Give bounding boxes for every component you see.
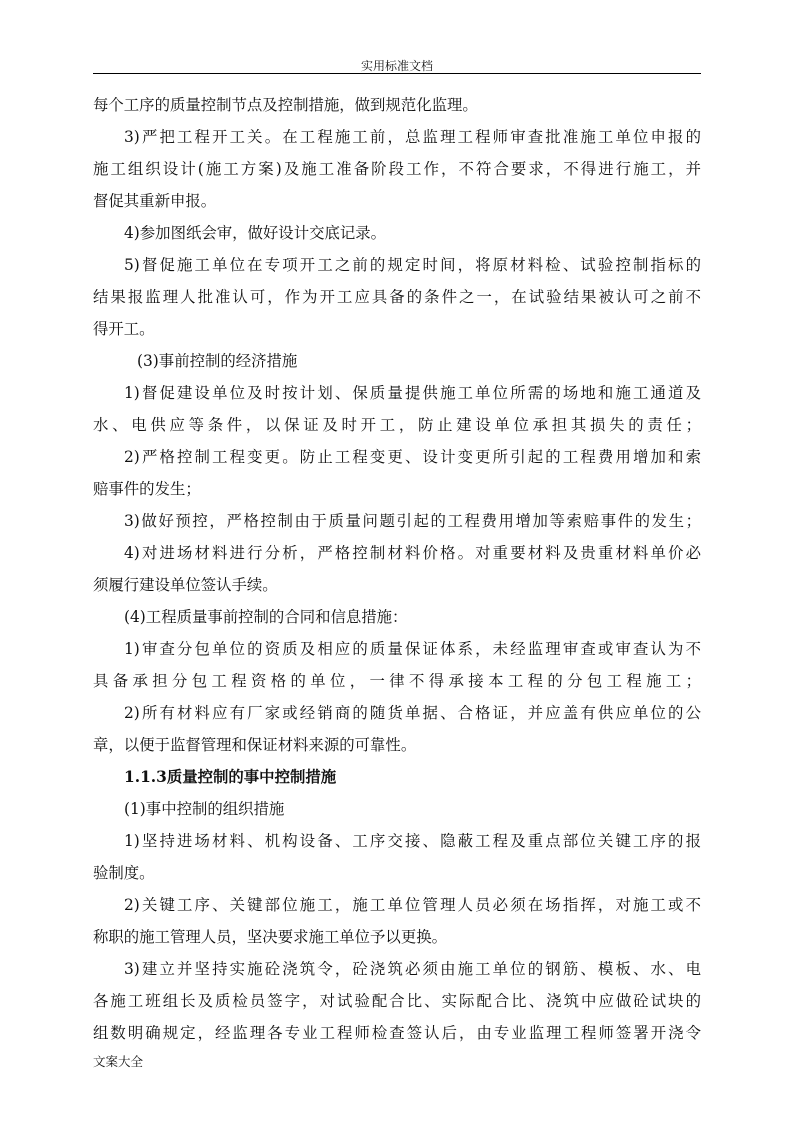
text-line: 4)参加图纸会审，做好设计交底记录。 <box>124 224 387 242</box>
text-line: 水、电供应等条件，以保证及时开工，防止建设单位承担其损失的责任； <box>93 416 701 434</box>
header-divider <box>93 73 701 74</box>
text-line: 称职的施工管理人员，坚决要求施工单位予以更换。 <box>93 928 447 946</box>
section-heading: 1.1.3质量控制的事中控制措施 <box>124 768 337 786</box>
text-line: 各施工班组长及质检员签字，对试验配合比、实际配合比、浇筑中应做砼试块的 <box>93 992 701 1010</box>
text-line: 结果报监理人批准认可，作为开工应具备的条件之一，在试验结果被认可之前不 <box>93 288 701 306</box>
section-title: (1)事中控制的组织措施 <box>124 800 285 818</box>
text-line: 得开工。 <box>93 320 155 338</box>
document-body <box>93 89 701 1049</box>
text-line: 2)关键工序、关键部位施工，施工单位管理人员必须在场指挥，对施工或不 <box>124 896 701 914</box>
text-line: 赔事件的发生； <box>93 480 201 498</box>
text-line: 4)对进场材料进行分析，严格控制材料价格。对重要材料及贵重材料单价必 <box>124 544 701 562</box>
text-line: 1)坚持进场材料、机构设备、工序交接、隐蔽工程及重点部位关键工序的报 <box>124 832 701 850</box>
text-line: 每个工序的质量控制节点及控制措施，做到规范化监理。 <box>93 96 478 114</box>
section-title: (4)工程质量事前控制的合同和信息措施： <box>124 608 408 626</box>
text-line: 督促其重新申报。 <box>93 192 217 210</box>
text-line: 3)建立并坚持实施砼浇筑令，砼浇筑必须由施工单位的钢筋、模板、水、电 <box>124 960 701 978</box>
text-line: 2)严格控制工程变更。防止工程变更、设计变更所引起的工程费用增加和索 <box>124 448 701 466</box>
text-line: 具备承担分包工程资格的单位，一律不得承接本工程的分包工程施工； <box>93 672 701 690</box>
text-line: 1)督促建设单位及时按计划、保质量提供施工单位所需的场地和施工通道及 <box>124 384 701 402</box>
text-line: 2)所有材料应有厂家或经销商的随货单据、合格证，并应盖有供应单位的公 <box>124 704 701 722</box>
text-line: 须履行建设单位签认手续。 <box>93 576 278 594</box>
text-line: 3)严把工程开工关。在工程施工前，总监理工程师审查批准施工单位申报的 <box>124 128 701 146</box>
page-footer: 文案大全 <box>93 1054 144 1069</box>
text-line: 1)审查分包单位的资质及相应的质量保证体系，未经监理审查或审查认为不 <box>124 640 701 658</box>
text-line: 3)做好预控，严格控制由于质量问题引起的工程费用增加等索赔事件的发生； <box>124 512 701 530</box>
text-line: 施工组织设计(施工方案)及施工准备阶段工作，不符合要求，不得进行施工，并 <box>93 160 701 178</box>
text-line: 验制度。 <box>93 864 155 882</box>
section-title: (3)事前控制的经济措施 <box>137 352 298 370</box>
text-line: 章，以便于监督管理和保证材料来源的可靠性。 <box>93 736 417 754</box>
text-line: 5)督促施工单位在专项开工之前的规定时间，将原材料检、试验控制指标的 <box>124 256 701 274</box>
page-header: 实用标准文档 <box>360 59 433 73</box>
text-line: 组数明确规定，经监理各专业工程师检查签认后，由专业监理工程师签署开浇令 <box>93 1024 701 1042</box>
